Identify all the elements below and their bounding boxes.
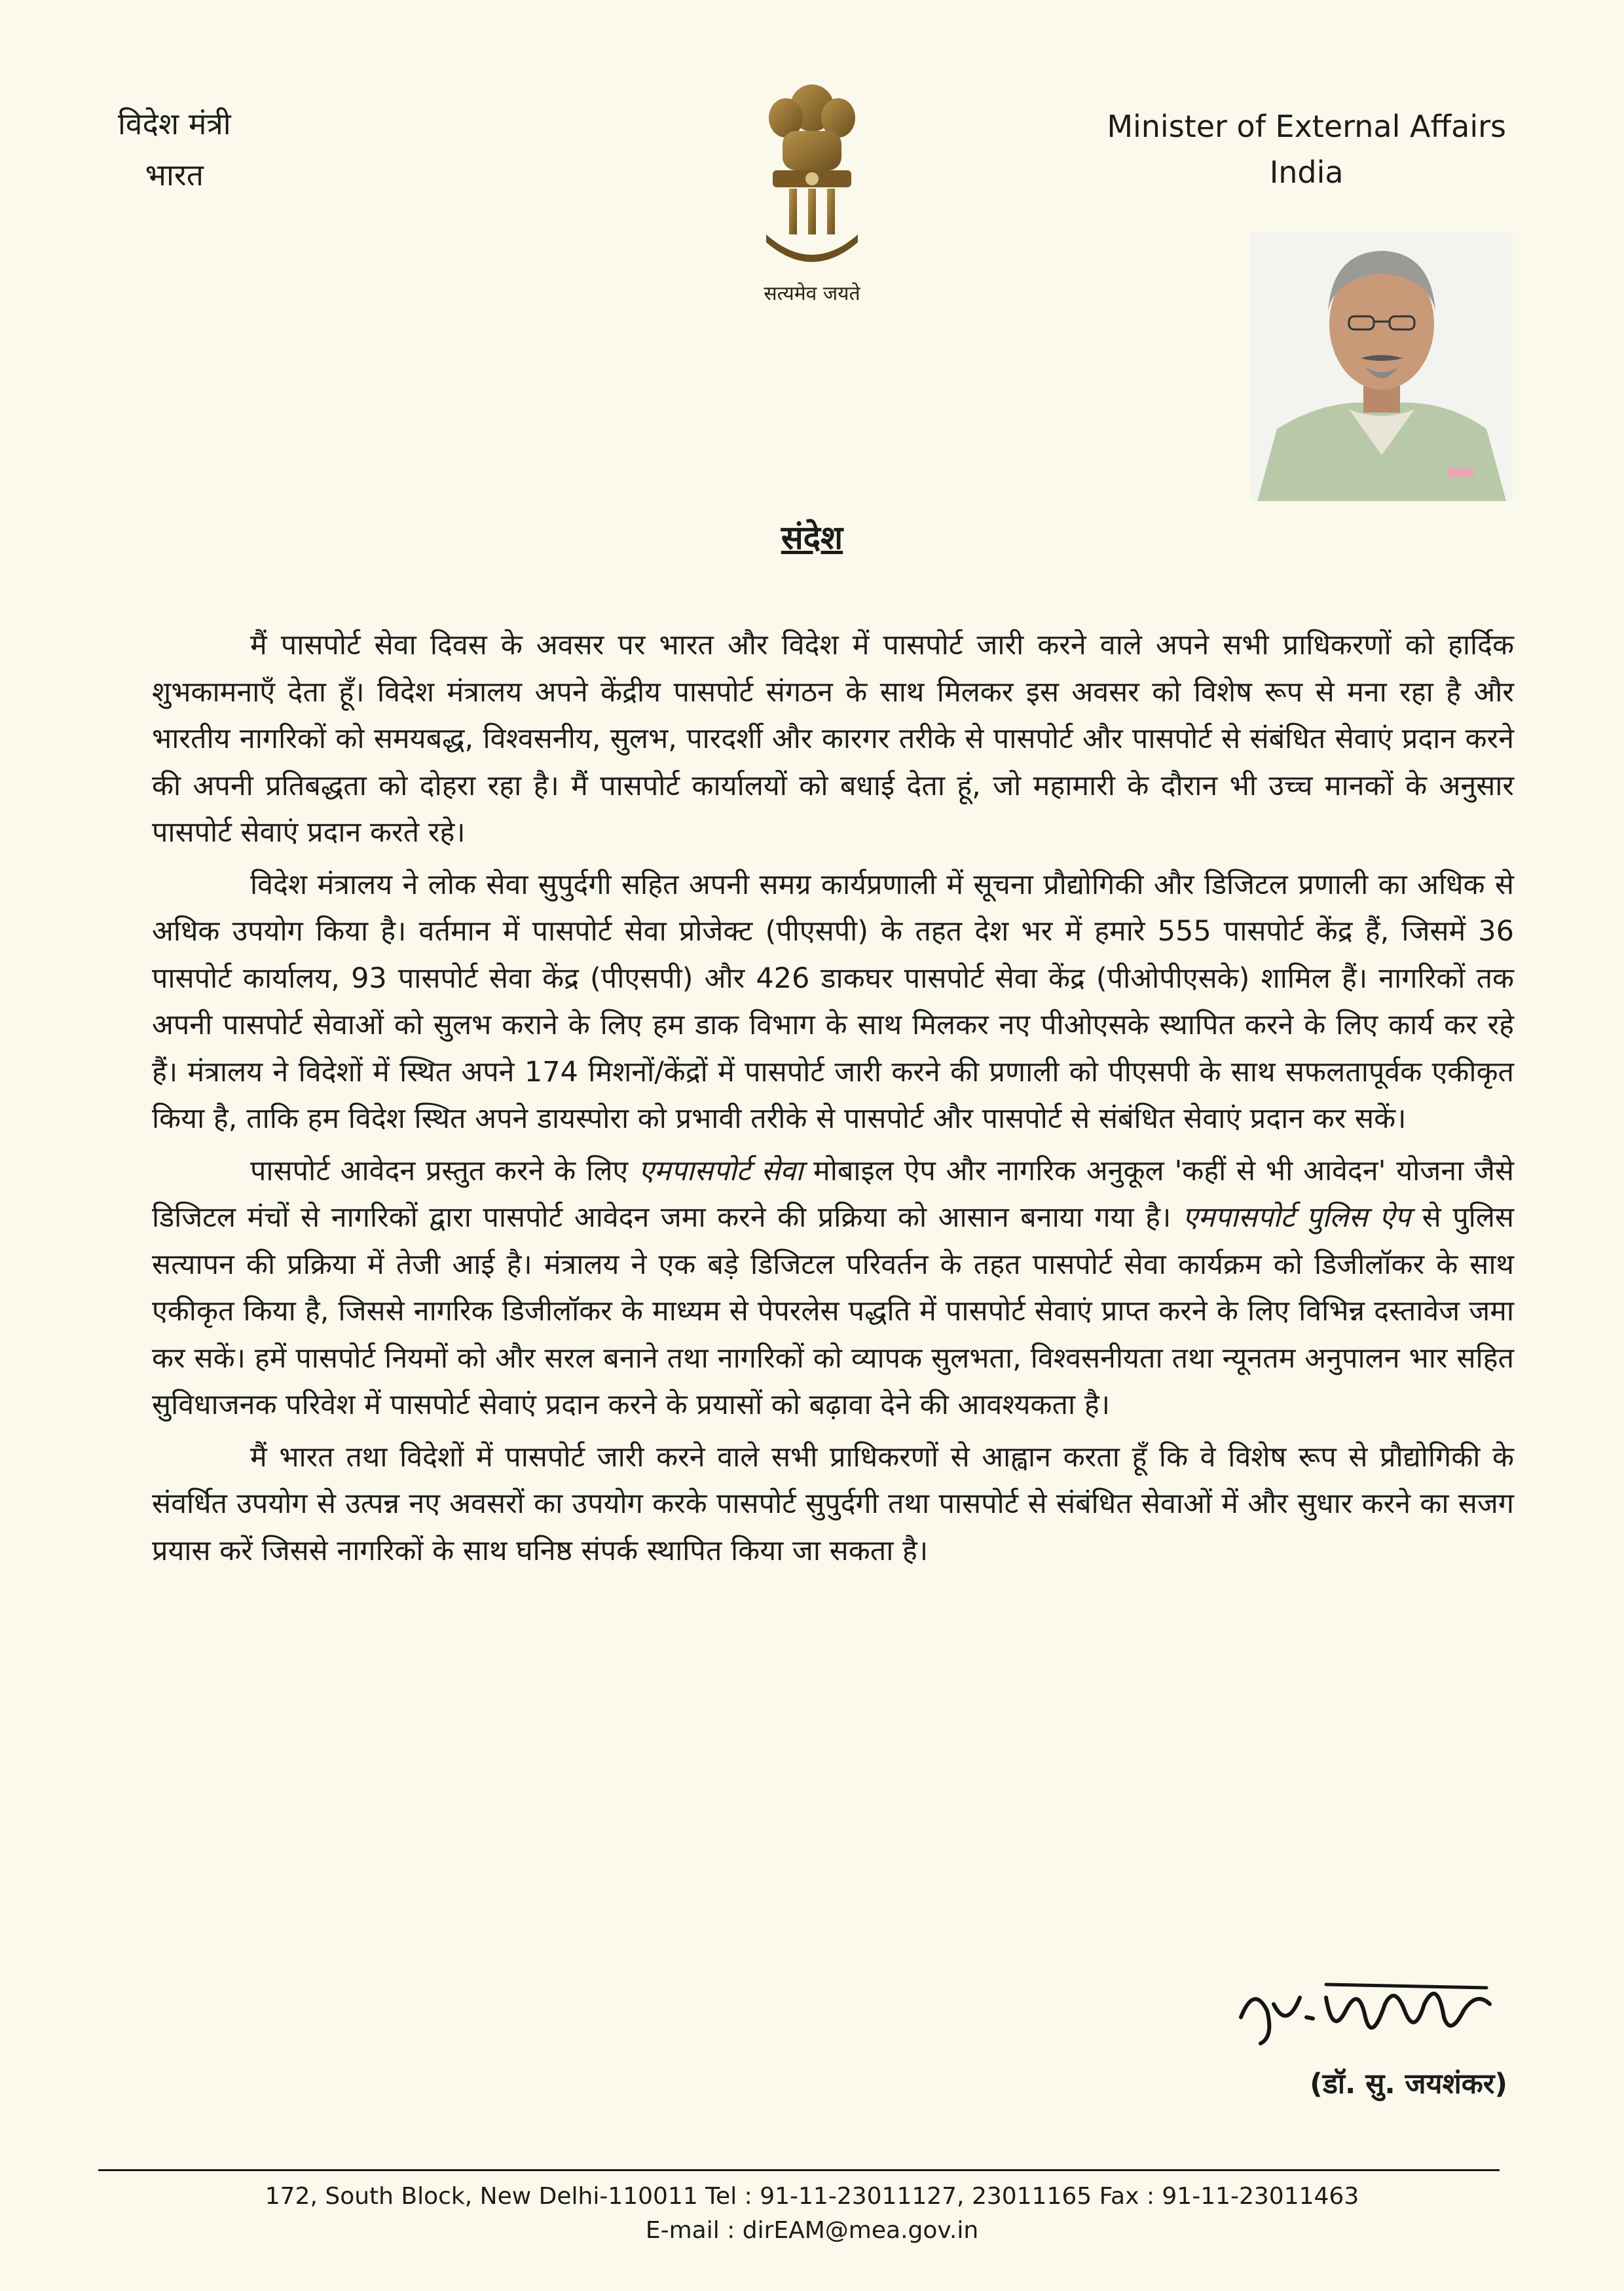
hindi-title-line2: भारत bbox=[145, 157, 204, 193]
signature-scribble-icon bbox=[1228, 1958, 1503, 2063]
lion-capital-icon bbox=[747, 79, 877, 275]
letterhead-english bbox=[1107, 103, 1506, 195]
footer-divider bbox=[98, 2169, 1500, 2171]
english-title-line1: Minister of External Affairs bbox=[1107, 109, 1506, 144]
paragraph-3-seg1: पासपोर्ट आवेदन प्रस्तुत करने के लिए bbox=[250, 1154, 638, 1187]
page-title: संदेश bbox=[781, 519, 843, 557]
footer-address: 172, South Block, New Delhi-110011 Tel : 91-11-23011127, 23011165 Fax : 91-11-23011463 bbox=[265, 2183, 1359, 2210]
paragraph-1: मैं पासपोर्ट सेवा दिवस के अवसर पर भारत और विदेश में पासपोर्ट जारी करने वाले अपने सभी प्राधिकरणों को हार्दिक शुभकामनाएँ देता हूँ। विदेश मंत्रालय अपने केंद्रीय पासपोर्ट संगठन के साथ मिलकर इस अवसर को विशेष रूप से मना रहा है और भारतीय नागरिकों को समयबद्ध, विश्वसनीय, सुलभ, पारदर्शी और कारगर तरीके से पासपोर्ट और पासपोर्ट से संबंधित सेवाएं प्रदान करने की अपनी प्रतिबद्धता को दोहरा रहा है। मैं पासपोर्ट कार्यालयों को बधाई देता हूं, जो महामारी के दौरान भी उच्च मानकों के अनुसार पासपोर्ट सेवाएं प्रदान करते रहे। bbox=[152, 629, 1514, 849]
signatory-name: (डॉ. सु. जयशंकर) bbox=[1310, 2068, 1507, 2100]
handwritten-signature bbox=[1228, 1958, 1503, 2063]
paragraph-3-seg3: से पुलिस सत्यापन की प्रक्रिया में तेजी आई है। मंत्रालय ने एक बड़े डिजिटल परिवर्तन के तहत पासपोर्ट सेवा कार्यक्रम को डिजीलॉकर के साथ एकीकृत किया है, जिससे नागरिक डिजीलॉकर के माध्यम से पेपरलेस पद्धति में पासपोर्ट सेवाएं प्राप्त करने के लिए विभिन्न दस्तावेज जमा कर सकें। हमें पासपोर्ट नियमों को और सरल बनाने तथा नागरिकों को व्यापक सुलभता, विश्वसनीयता तथा न्यूनतम अनुपालन भार सहित सुविधाजनक परिवेश में पासपोर्ट सेवाएं प्रदान करने के प्रयासों को बढ़ावा देने की आवश्यकता है। bbox=[152, 1201, 1514, 1421]
mpassport-seva-app: एमपासपोर्ट सेवा bbox=[638, 1154, 803, 1187]
paragraph-3 bbox=[152, 1148, 1514, 1429]
minister-photo bbox=[1251, 233, 1513, 501]
letterhead-hindi bbox=[118, 98, 231, 200]
english-title-line2: India bbox=[1269, 155, 1344, 190]
paragraph-3-seg2: मोबाइल ऐप और नागरिक अनुकूल 'कहीं से भी आवेदन' योजना जैसे डिजिटल मंचों से नागरिकों द्वारा पासपोर्ट आवेदन जमा करने की प्रक्रिया को आसान बनाया गया है। bbox=[152, 1154, 1514, 1234]
paragraph-2: विदेश मंत्रालय ने लोक सेवा सुपुर्दगी सहित अपनी समग्र कार्यप्रणाली में सूचना प्रौद्योगिकी और डिजिटल प्रणाली का अधिक से अधिक उपयोग किया है। वर्तमान में पासपोर्ट सेवा प्रोजेक्ट (पीएसपी) के तहत देश भर में हमारे 555 पासपोर्ट केंद्र हैं, जिसमें 36 पासपोर्ट कार्यालय, 93 पासपोर्ट सेवा केंद्र (पीएसपी) और 426 डाकघर पासपोर्ट सेवा केंद्र (पीओपीएसके) शामिल हैं। नागरिकों तक अपनी पासपोर्ट सेवाओं को सुलभ कराने के लिए हम डाक विभाग के साथ मिलकर नए पीओएसके स्थापित करने के लिए कार्य कर रहे हैं। मंत्रालय ने विदेशों में स्थित अपने 174 मिशनों/केंद्रों में पासपोर्ट जारी करने की प्रणाली को पीएसपी के साथ सफलतापूर्वक एकीकृत किया है, ताकि हम विदेश स्थित अपने डायस्पोरा को प्रभावी तरीके से पासपोर्ट और पासपोर्ट से संबंधित सेवाएं प्रदान कर सकें। bbox=[152, 868, 1514, 1135]
national-emblem bbox=[747, 79, 877, 306]
footer-email: E-mail : dirEAM@mea.gov.in bbox=[645, 2217, 979, 2244]
footer bbox=[0, 2180, 1624, 2248]
emblem-motto: सत्यमेव जयते bbox=[764, 282, 860, 305]
hindi-title-line1: विदेश मंत्री bbox=[118, 106, 231, 141]
paragraph-4: मैं भारत तथा विदेशों में पासपोर्ट जारी करने वाले सभी प्राधिकरणों से आह्वान करता हूँ कि वे विशेष रूप से प्रौद्योगिकी के संवर्धित उपयोग से उत्पन्न नए अवसरों का उपयोग करके पासपोर्ट सुपुर्दगी तथा पासपोर्ट से संबंधित सेवाओं में और सुधार करने का सजग प्रयास करें जिससे नागरिकों के साथ घनिष्ठ संपर्क स्थापित किया जा सकता है। bbox=[152, 1440, 1514, 1567]
portrait-illustration bbox=[1251, 233, 1513, 501]
message-body bbox=[152, 622, 1514, 1580]
mpassport-police-app: एमपासपोर्ट पुलिस ऐप bbox=[1182, 1201, 1411, 1234]
